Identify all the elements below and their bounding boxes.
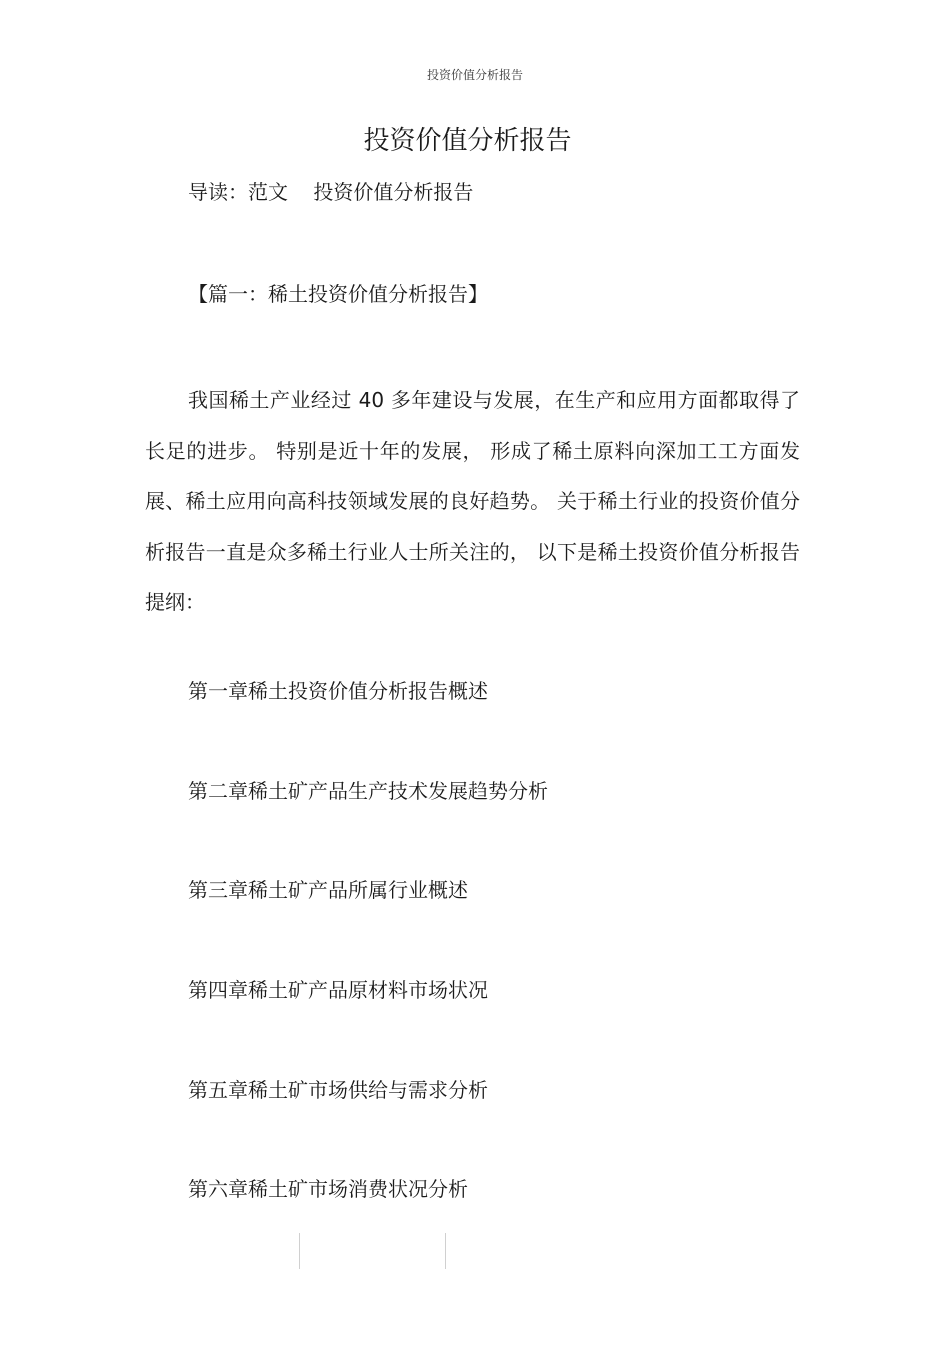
lead-line: 导读：范文 投资价值分析报告 [188, 180, 474, 204]
chapter-item-1: 第一章稀土投资价值分析报告概述 [188, 679, 488, 703]
section-heading: 【篇一：稀土投资价值分析报告】 [188, 282, 488, 306]
intro-paragraph: 我国稀土产业经过 40 多年建设与发展，在生产和应用方面都取得了长足的进步。 特别是近十年的发展， 形成了稀土原料向深加工工方面发展、稀土应用向高科技领域发展的良好趋势。 关于稀土行业的投资价值分析报告一直是众多稀土行业人士所关注的， 以下是稀土投资价值分析报告提纲： [145, 388, 800, 614]
footer-divider-right [445, 1233, 446, 1269]
chapter-item-2: 第二章稀土矿产品生产技术发展趋势分析 [188, 779, 548, 803]
running-header: 投资价值分析报告 [426, 68, 523, 82]
document-title: 投资价值分析报告 [363, 126, 572, 156]
chapter-item-3: 第三章稀土矿产品所属行业概述 [188, 878, 468, 902]
chapter-item-5: 第五章稀土矿市场供给与需求分析 [188, 1078, 488, 1102]
footer-divider-left [299, 1233, 300, 1269]
chapter-item-6: 第六章稀土矿市场消费状况分析 [188, 1177, 468, 1201]
chapter-item-4: 第四章稀土矿产品原材料市场状况 [188, 978, 488, 1002]
